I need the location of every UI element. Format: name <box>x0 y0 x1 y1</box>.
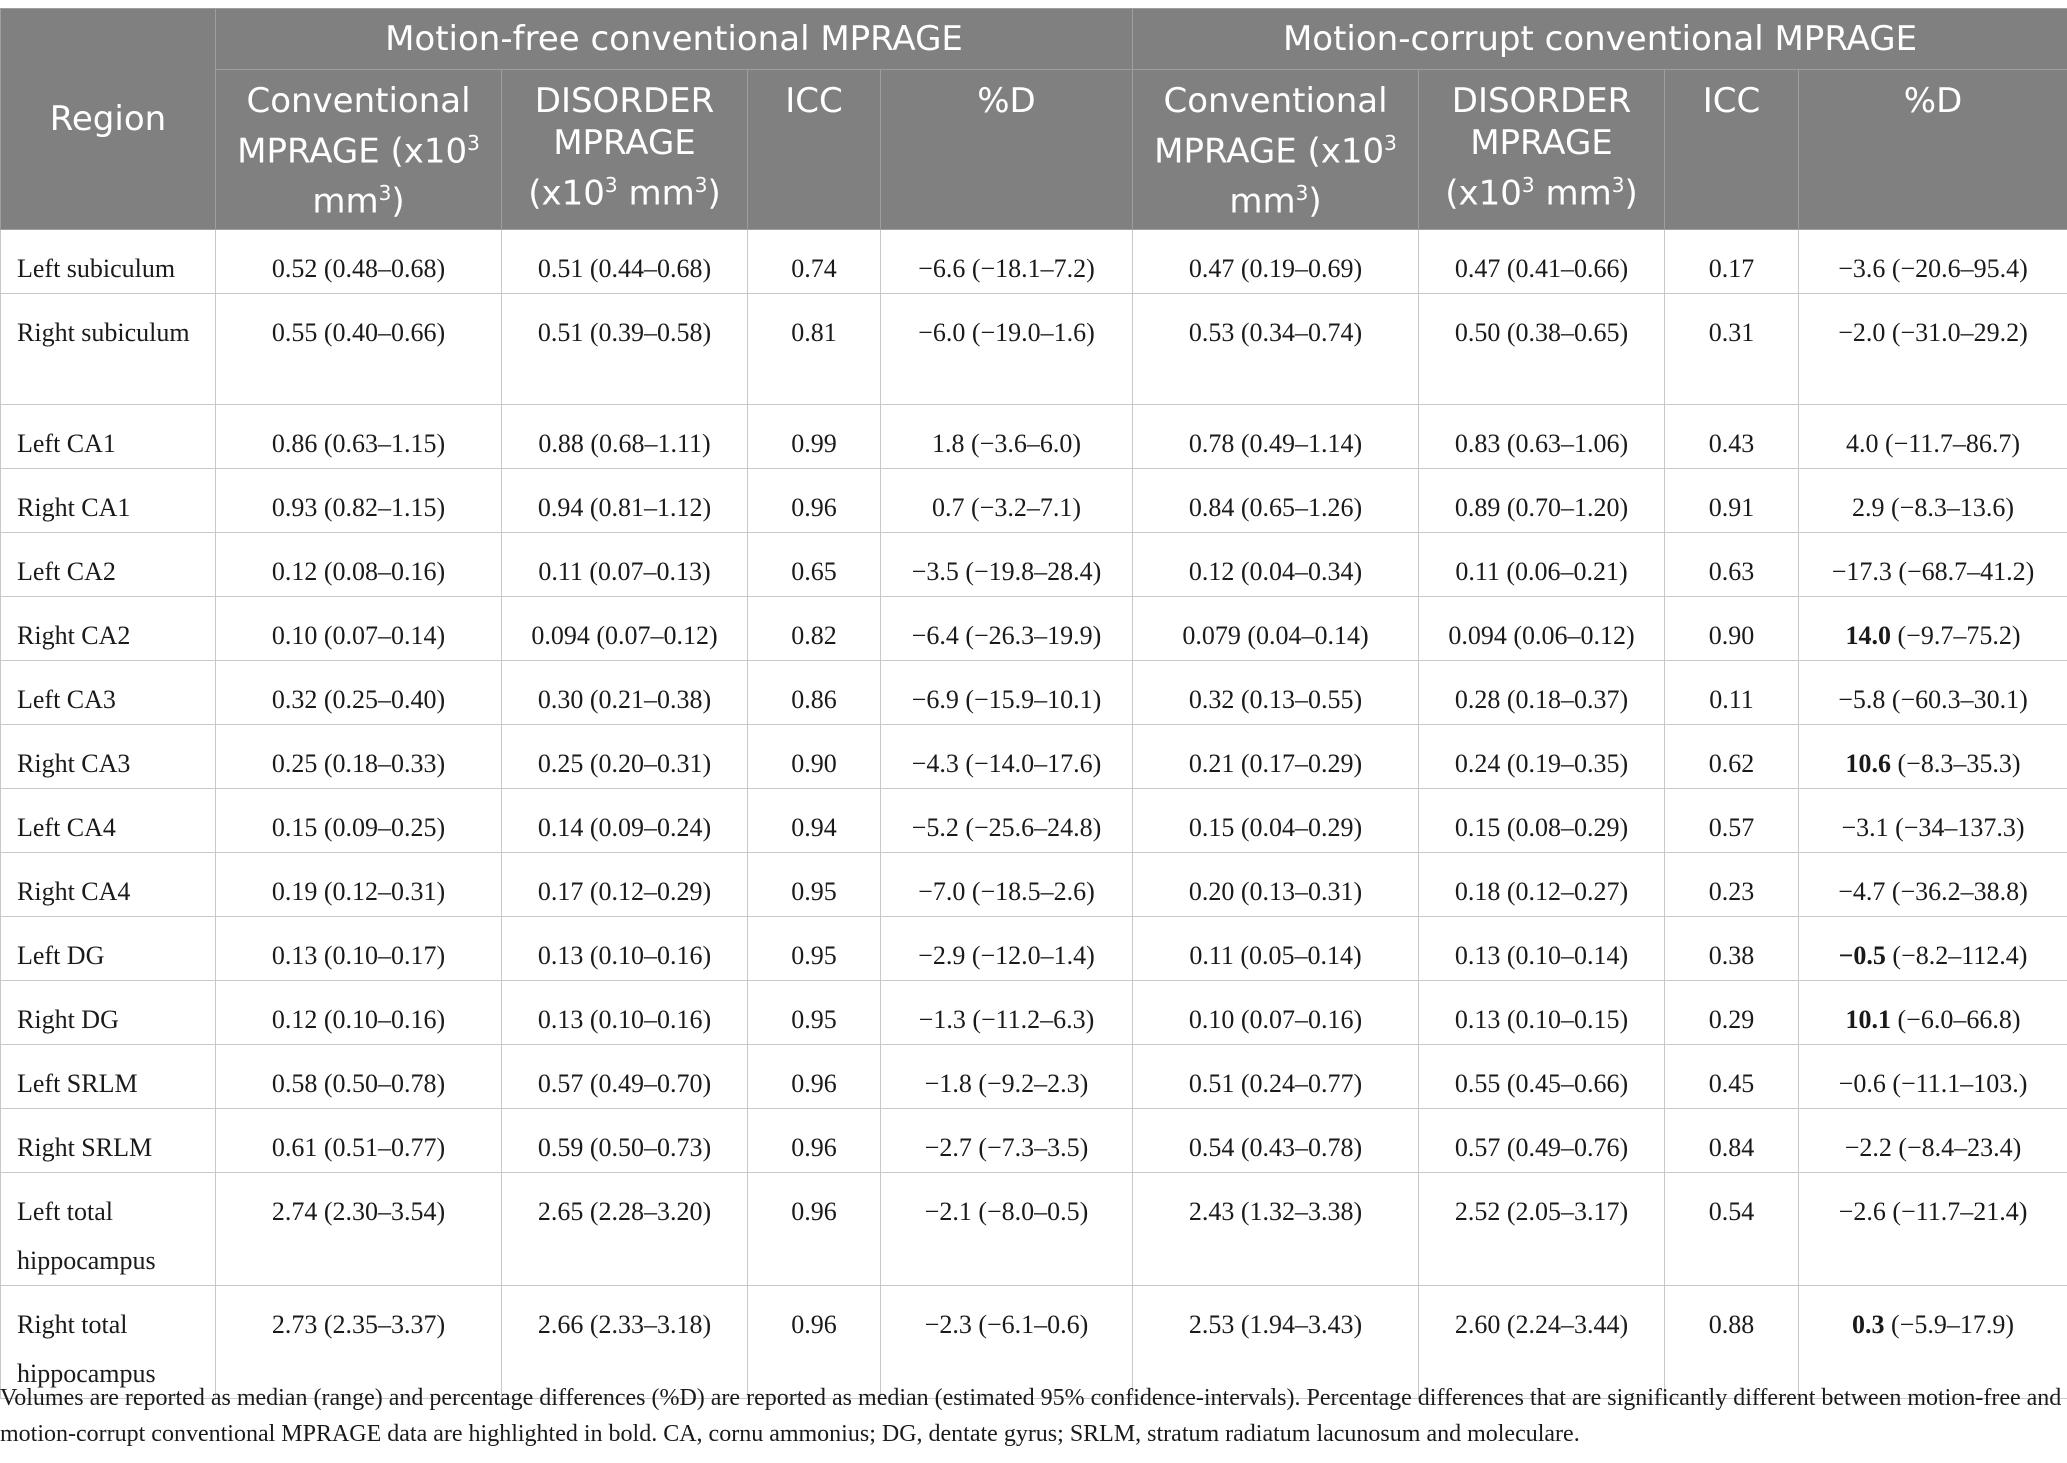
conventional-corrupt-cell: 2.43 (1.32–3.38) <box>1133 1172 1419 1285</box>
conventional-corrupt-cell: 0.78 (0.49–1.14) <box>1133 404 1419 468</box>
table-row <box>1 596 2067 660</box>
table-row <box>1 1044 2067 1108</box>
table-row <box>1 724 2067 788</box>
conventional-free-cell: 0.15 (0.09–0.25) <box>216 788 502 852</box>
header-pd-free: %D <box>881 70 1133 230</box>
conventional-free-cell: 0.10 (0.07–0.14) <box>216 596 502 660</box>
disorder-corrupt-cell: 0.15 (0.08–0.29) <box>1419 788 1665 852</box>
icc-free-cell: 0.86 <box>748 660 881 724</box>
conventional-corrupt-cell: 0.20 (0.13–0.31) <box>1133 852 1419 916</box>
pd-corrupt-cell <box>1799 293 2067 404</box>
table-row <box>1 852 2067 916</box>
disorder-corrupt-cell: 0.57 (0.49–0.76) <box>1419 1108 1665 1172</box>
pd-free-cell: −2.9 (−12.0–1.4) <box>881 916 1133 980</box>
table-row <box>1 916 2067 980</box>
icc-corrupt-cell: 0.29 <box>1665 980 1799 1044</box>
disorder-corrupt-cell: 0.55 (0.45–0.66) <box>1419 1044 1665 1108</box>
table-header <box>1 9 2067 230</box>
region-cell: Right total hippocampus <box>1 1285 216 1398</box>
header-conventional-free: Conventional MPRAGE ($x10^3$ $mm^3$) <box>216 70 502 230</box>
conventional-free-cell: 0.32 (0.25–0.40) <box>216 660 502 724</box>
header-group-motion-free: Motion-free conventional MPRAGE <box>216 9 1133 70</box>
conventional-corrupt-cell: 0.32 (0.13–0.55) <box>1133 660 1419 724</box>
icc-corrupt-cell: 0.84 <box>1665 1108 1799 1172</box>
conventional-corrupt-cell: 0.10 (0.07–0.16) <box>1133 980 1419 1044</box>
icc-corrupt-cell: 0.38 <box>1665 916 1799 980</box>
conventional-free-cell: 0.19 (0.12–0.31) <box>216 852 502 916</box>
conventional-corrupt-cell: 2.53 (1.94–3.43) <box>1133 1285 1419 1398</box>
header-group-motion-corrupt: Motion-corrupt conventional MPRAGE <box>1133 9 2067 70</box>
region-cell: Right CA4 <box>1 852 216 916</box>
icc-corrupt-cell: 0.62 <box>1665 724 1799 788</box>
disorder-corrupt-cell: 0.13 (0.10–0.14) <box>1419 916 1665 980</box>
pd-corrupt-cell <box>1799 916 2067 980</box>
pd-corrupt-cell <box>1799 596 2067 660</box>
icc-free-cell: 0.96 <box>748 468 881 532</box>
conventional-corrupt-cell: 0.51 (0.24–0.77) <box>1133 1044 1419 1108</box>
table-row <box>1 532 2067 596</box>
disorder-free-cell: 2.66 (2.33–3.18) <box>502 1285 748 1398</box>
table-row <box>1 660 2067 724</box>
icc-free-cell: 0.90 <box>748 724 881 788</box>
icc-free-cell: 0.96 <box>748 1172 881 1285</box>
icc-corrupt-cell: 0.54 <box>1665 1172 1799 1285</box>
pd-corrupt-value: −2.2 (−8.4–23.4) <box>1844 1132 2022 1162</box>
disorder-free-cell: 0.59 (0.50–0.73) <box>502 1108 748 1172</box>
icc-free-cell: 0.95 <box>748 916 881 980</box>
disorder-corrupt-cell: 0.13 (0.10–0.15) <box>1419 980 1665 1044</box>
header-icc-free: ICC <box>748 70 881 230</box>
table-row <box>1 229 2067 293</box>
icc-corrupt-cell: 0.57 <box>1665 788 1799 852</box>
icc-free-cell: 0.94 <box>748 788 881 852</box>
icc-corrupt-cell: 0.43 <box>1665 404 1799 468</box>
pd-corrupt-value: −3.6 (−20.6–95.4) <box>1838 253 2028 283</box>
conventional-corrupt-cell: 0.15 (0.04–0.29) <box>1133 788 1419 852</box>
disorder-corrupt-cell: 0.18 (0.12–0.27) <box>1419 852 1665 916</box>
conventional-free-cell: 0.61 (0.51–0.77) <box>216 1108 502 1172</box>
region-cell: Left total hippocampus <box>1 1172 216 1285</box>
region-cell: Right CA3 <box>1 724 216 788</box>
pd-corrupt-value: −17.3 (−68.7–41.2) <box>1831 556 2035 586</box>
disorder-free-cell: 0.13 (0.10–0.16) <box>502 916 748 980</box>
table-row <box>1 1108 2067 1172</box>
region-cell: Left DG <box>1 916 216 980</box>
header-conventional-corrupt: Conventional MPRAGE ($x10^3$ $mm^3$) <box>1133 70 1419 230</box>
table-row <box>1 293 2067 404</box>
region-cell: Left CA1 <box>1 404 216 468</box>
volumes-table <box>0 8 2067 1399</box>
pd-corrupt-value: (−8.3–35.3) <box>1897 748 2021 778</box>
disorder-free-cell: 0.25 (0.20–0.31) <box>502 724 748 788</box>
significant-value: 10.1 <box>1845 1004 1892 1034</box>
icc-free-cell: 0.81 <box>748 293 881 404</box>
table-row <box>1 1172 2067 1285</box>
disorder-free-cell: 0.14 (0.09–0.24) <box>502 788 748 852</box>
conventional-free-cell: 0.93 (0.82–1.15) <box>216 468 502 532</box>
pd-corrupt-cell <box>1799 532 2067 596</box>
significant-value: 14.0 <box>1845 620 1892 650</box>
icc-free-cell: 0.65 <box>748 532 881 596</box>
conventional-corrupt-cell: 0.54 (0.43–0.78) <box>1133 1108 1419 1172</box>
region-cell: Right DG <box>1 980 216 1044</box>
significant-value: 0.3 <box>1852 1309 1885 1339</box>
conventional-corrupt-cell: 0.11 (0.05–0.14) <box>1133 916 1419 980</box>
table-row <box>1 404 2067 468</box>
pd-corrupt-cell <box>1799 980 2067 1044</box>
pd-free-cell: −5.2 (−25.6–24.8) <box>881 788 1133 852</box>
conventional-free-cell: 0.58 (0.50–0.78) <box>216 1044 502 1108</box>
icc-corrupt-cell: 0.88 <box>1665 1285 1799 1398</box>
conventional-free-cell: 0.52 (0.48–0.68) <box>216 229 502 293</box>
significant-value: −0.5 <box>1838 940 1886 970</box>
pd-corrupt-value: 2.9 (−8.3–13.6) <box>1852 492 2014 522</box>
disorder-corrupt-cell: 2.60 (2.24–3.44) <box>1419 1285 1665 1398</box>
region-cell: Left SRLM <box>1 1044 216 1108</box>
pd-free-cell: −6.9 (−15.9–10.1) <box>881 660 1133 724</box>
disorder-free-cell: 0.11 (0.07–0.13) <box>502 532 748 596</box>
pd-free-cell: 0.7 (−3.2–7.1) <box>881 468 1133 532</box>
disorder-free-cell: 0.17 (0.12–0.29) <box>502 852 748 916</box>
table-container <box>0 8 2067 1399</box>
pd-free-cell: −7.0 (−18.5–2.6) <box>881 852 1133 916</box>
disorder-corrupt-cell: 0.11 (0.06–0.21) <box>1419 532 1665 596</box>
table-row <box>1 788 2067 852</box>
disorder-corrupt-cell: 0.28 (0.18–0.37) <box>1419 660 1665 724</box>
pd-free-cell: −2.7 (−7.3–3.5) <box>881 1108 1133 1172</box>
icc-corrupt-cell: 0.45 <box>1665 1044 1799 1108</box>
icc-free-cell: 0.96 <box>748 1285 881 1398</box>
pd-free-cell: −6.0 (−19.0–1.6) <box>881 293 1133 404</box>
icc-free-cell: 0.95 <box>748 852 881 916</box>
conventional-corrupt-cell: 0.47 (0.19–0.69) <box>1133 229 1419 293</box>
pd-corrupt-value: 4.0 (−11.7–86.7) <box>1846 428 2021 458</box>
icc-corrupt-cell: 0.31 <box>1665 293 1799 404</box>
conventional-corrupt-cell: 0.079 (0.04–0.14) <box>1133 596 1419 660</box>
pd-corrupt-cell <box>1799 724 2067 788</box>
disorder-free-cell: 0.094 (0.07–0.12) <box>502 596 748 660</box>
region-cell: Right SRLM <box>1 1108 216 1172</box>
disorder-free-cell: 0.30 (0.21–0.38) <box>502 660 748 724</box>
pd-corrupt-value: −0.6 (−11.1–103.) <box>1838 1068 2028 1098</box>
region-cell: Left CA4 <box>1 788 216 852</box>
conventional-free-cell: 2.73 (2.35–3.37) <box>216 1285 502 1398</box>
pd-corrupt-cell <box>1799 1172 2067 1285</box>
pd-corrupt-value: −2.0 (−31.0–29.2) <box>1838 317 2028 347</box>
pd-free-cell: −3.5 (−19.8–28.4) <box>881 532 1133 596</box>
disorder-corrupt-cell: 0.50 (0.38–0.65) <box>1419 293 1665 404</box>
disorder-corrupt-cell: 2.52 (2.05–3.17) <box>1419 1172 1665 1285</box>
pd-free-cell: −2.1 (−8.0–0.5) <box>881 1172 1133 1285</box>
pd-corrupt-value: −4.7 (−36.2–38.8) <box>1838 876 2028 906</box>
header-icc-corrupt: ICC <box>1665 70 1799 230</box>
disorder-free-cell: 2.65 (2.28–3.20) <box>502 1172 748 1285</box>
icc-corrupt-cell: 0.23 <box>1665 852 1799 916</box>
region-cell: Left CA3 <box>1 660 216 724</box>
pd-corrupt-value: −5.8 (−60.3–30.1) <box>1838 684 2028 714</box>
icc-free-cell: 0.95 <box>748 980 881 1044</box>
icc-free-cell: 0.74 <box>748 229 881 293</box>
conventional-free-cell: 0.13 (0.10–0.17) <box>216 916 502 980</box>
pd-corrupt-cell <box>1799 1044 2067 1108</box>
pd-corrupt-value: (−6.0–66.8) <box>1897 1004 2021 1034</box>
conventional-corrupt-cell: 0.21 (0.17–0.29) <box>1133 724 1419 788</box>
table-body <box>1 229 2067 1398</box>
icc-free-cell: 0.82 <box>748 596 881 660</box>
header-disorder-corrupt: DISORDER MPRAGE ($x10^3$ $mm^3$) <box>1419 70 1665 230</box>
conventional-free-cell: 2.74 (2.30–3.54) <box>216 1172 502 1285</box>
conventional-free-cell: 0.55 (0.40–0.66) <box>216 293 502 404</box>
conventional-free-cell: 0.12 (0.10–0.16) <box>216 980 502 1044</box>
disorder-free-cell: 0.94 (0.81–1.12) <box>502 468 748 532</box>
pd-free-cell: −1.3 (−11.2–6.3) <box>881 980 1133 1044</box>
region-cell: Right CA2 <box>1 596 216 660</box>
pd-free-cell: −6.6 (−18.1–7.2) <box>881 229 1133 293</box>
disorder-free-cell: 0.88 (0.68–1.11) <box>502 404 748 468</box>
pd-free-cell: −1.8 (−9.2–2.3) <box>881 1044 1133 1108</box>
pd-corrupt-cell <box>1799 788 2067 852</box>
disorder-corrupt-cell: 0.47 (0.41–0.66) <box>1419 229 1665 293</box>
table-row <box>1 468 2067 532</box>
disorder-corrupt-cell: 0.89 (0.70–1.20) <box>1419 468 1665 532</box>
header-region: Region <box>1 9 216 230</box>
pd-corrupt-cell <box>1799 660 2067 724</box>
icc-corrupt-cell: 0.90 <box>1665 596 1799 660</box>
icc-corrupt-cell: 0.17 <box>1665 229 1799 293</box>
pd-free-cell: 1.8 (−3.6–6.0) <box>881 404 1133 468</box>
disorder-free-cell: 0.51 (0.44–0.68) <box>502 229 748 293</box>
region-cell: Right subiculum <box>1 293 216 404</box>
table-footnote: Volumes are reported as median (range) and percentage differences (%D) are reported as median (estimated 95% confidence-intervals). Percentage differences that are significantly different between motion-free and motion-corrupt conventional MPRAGE data are highlighted in bold. CA, cornu ammonius; DG, dentate gyrus; SRLM, stratum radiatum lacunosum and moleculare. <box>0 1385 2062 1447</box>
icc-corrupt-cell: 0.63 <box>1665 532 1799 596</box>
conventional-corrupt-cell: 0.84 (0.65–1.26) <box>1133 468 1419 532</box>
pd-free-cell: −2.3 (−6.1–0.6) <box>881 1285 1133 1398</box>
conventional-corrupt-cell: 0.12 (0.04–0.34) <box>1133 532 1419 596</box>
region-cell: Right CA1 <box>1 468 216 532</box>
pd-corrupt-value: (−8.2–112.4) <box>1892 940 2028 970</box>
pd-free-cell: −4.3 (−14.0–17.6) <box>881 724 1133 788</box>
disorder-corrupt-cell: 0.83 (0.63–1.06) <box>1419 404 1665 468</box>
pd-corrupt-cell <box>1799 229 2067 293</box>
pd-corrupt-value: (−9.7–75.2) <box>1897 620 2021 650</box>
pd-corrupt-value: −3.1 (−34–137.3) <box>1841 812 2025 842</box>
disorder-free-cell: 0.51 (0.39–0.58) <box>502 293 748 404</box>
region-cell: Left CA2 <box>1 532 216 596</box>
disorder-corrupt-cell: 0.24 (0.19–0.35) <box>1419 724 1665 788</box>
pd-corrupt-value: −2.6 (−11.7–21.4) <box>1838 1196 2028 1226</box>
pd-corrupt-cell <box>1799 404 2067 468</box>
disorder-free-cell: 0.13 (0.10–0.16) <box>502 980 748 1044</box>
conventional-free-cell: 0.12 (0.08–0.16) <box>216 532 502 596</box>
pd-corrupt-cell <box>1799 468 2067 532</box>
region-cell: Left subiculum <box>1 229 216 293</box>
icc-free-cell: 0.96 <box>748 1108 881 1172</box>
conventional-corrupt-cell: 0.53 (0.34–0.74) <box>1133 293 1419 404</box>
conventional-free-cell: 0.25 (0.18–0.33) <box>216 724 502 788</box>
header-disorder-free: DISORDER MPRAGE ($x10^3$ $mm^3$) <box>502 70 748 230</box>
header-pd-corrupt: %D <box>1799 70 2067 230</box>
icc-free-cell: 0.96 <box>748 1044 881 1108</box>
icc-corrupt-cell: 0.91 <box>1665 468 1799 532</box>
significant-value: 10.6 <box>1845 748 1892 778</box>
disorder-corrupt-cell: 0.094 (0.06–0.12) <box>1419 596 1665 660</box>
icc-corrupt-cell: 0.11 <box>1665 660 1799 724</box>
conventional-free-cell: 0.86 (0.63–1.15) <box>216 404 502 468</box>
pd-corrupt-cell <box>1799 1108 2067 1172</box>
pd-corrupt-cell <box>1799 852 2067 916</box>
pd-corrupt-value: (−5.9–17.9) <box>1891 1309 2014 1339</box>
pd-free-cell: −6.4 (−26.3–19.9) <box>881 596 1133 660</box>
table-row <box>1 980 2067 1044</box>
disorder-free-cell: 0.57 (0.49–0.70) <box>502 1044 748 1108</box>
icc-free-cell: 0.99 <box>748 404 881 468</box>
